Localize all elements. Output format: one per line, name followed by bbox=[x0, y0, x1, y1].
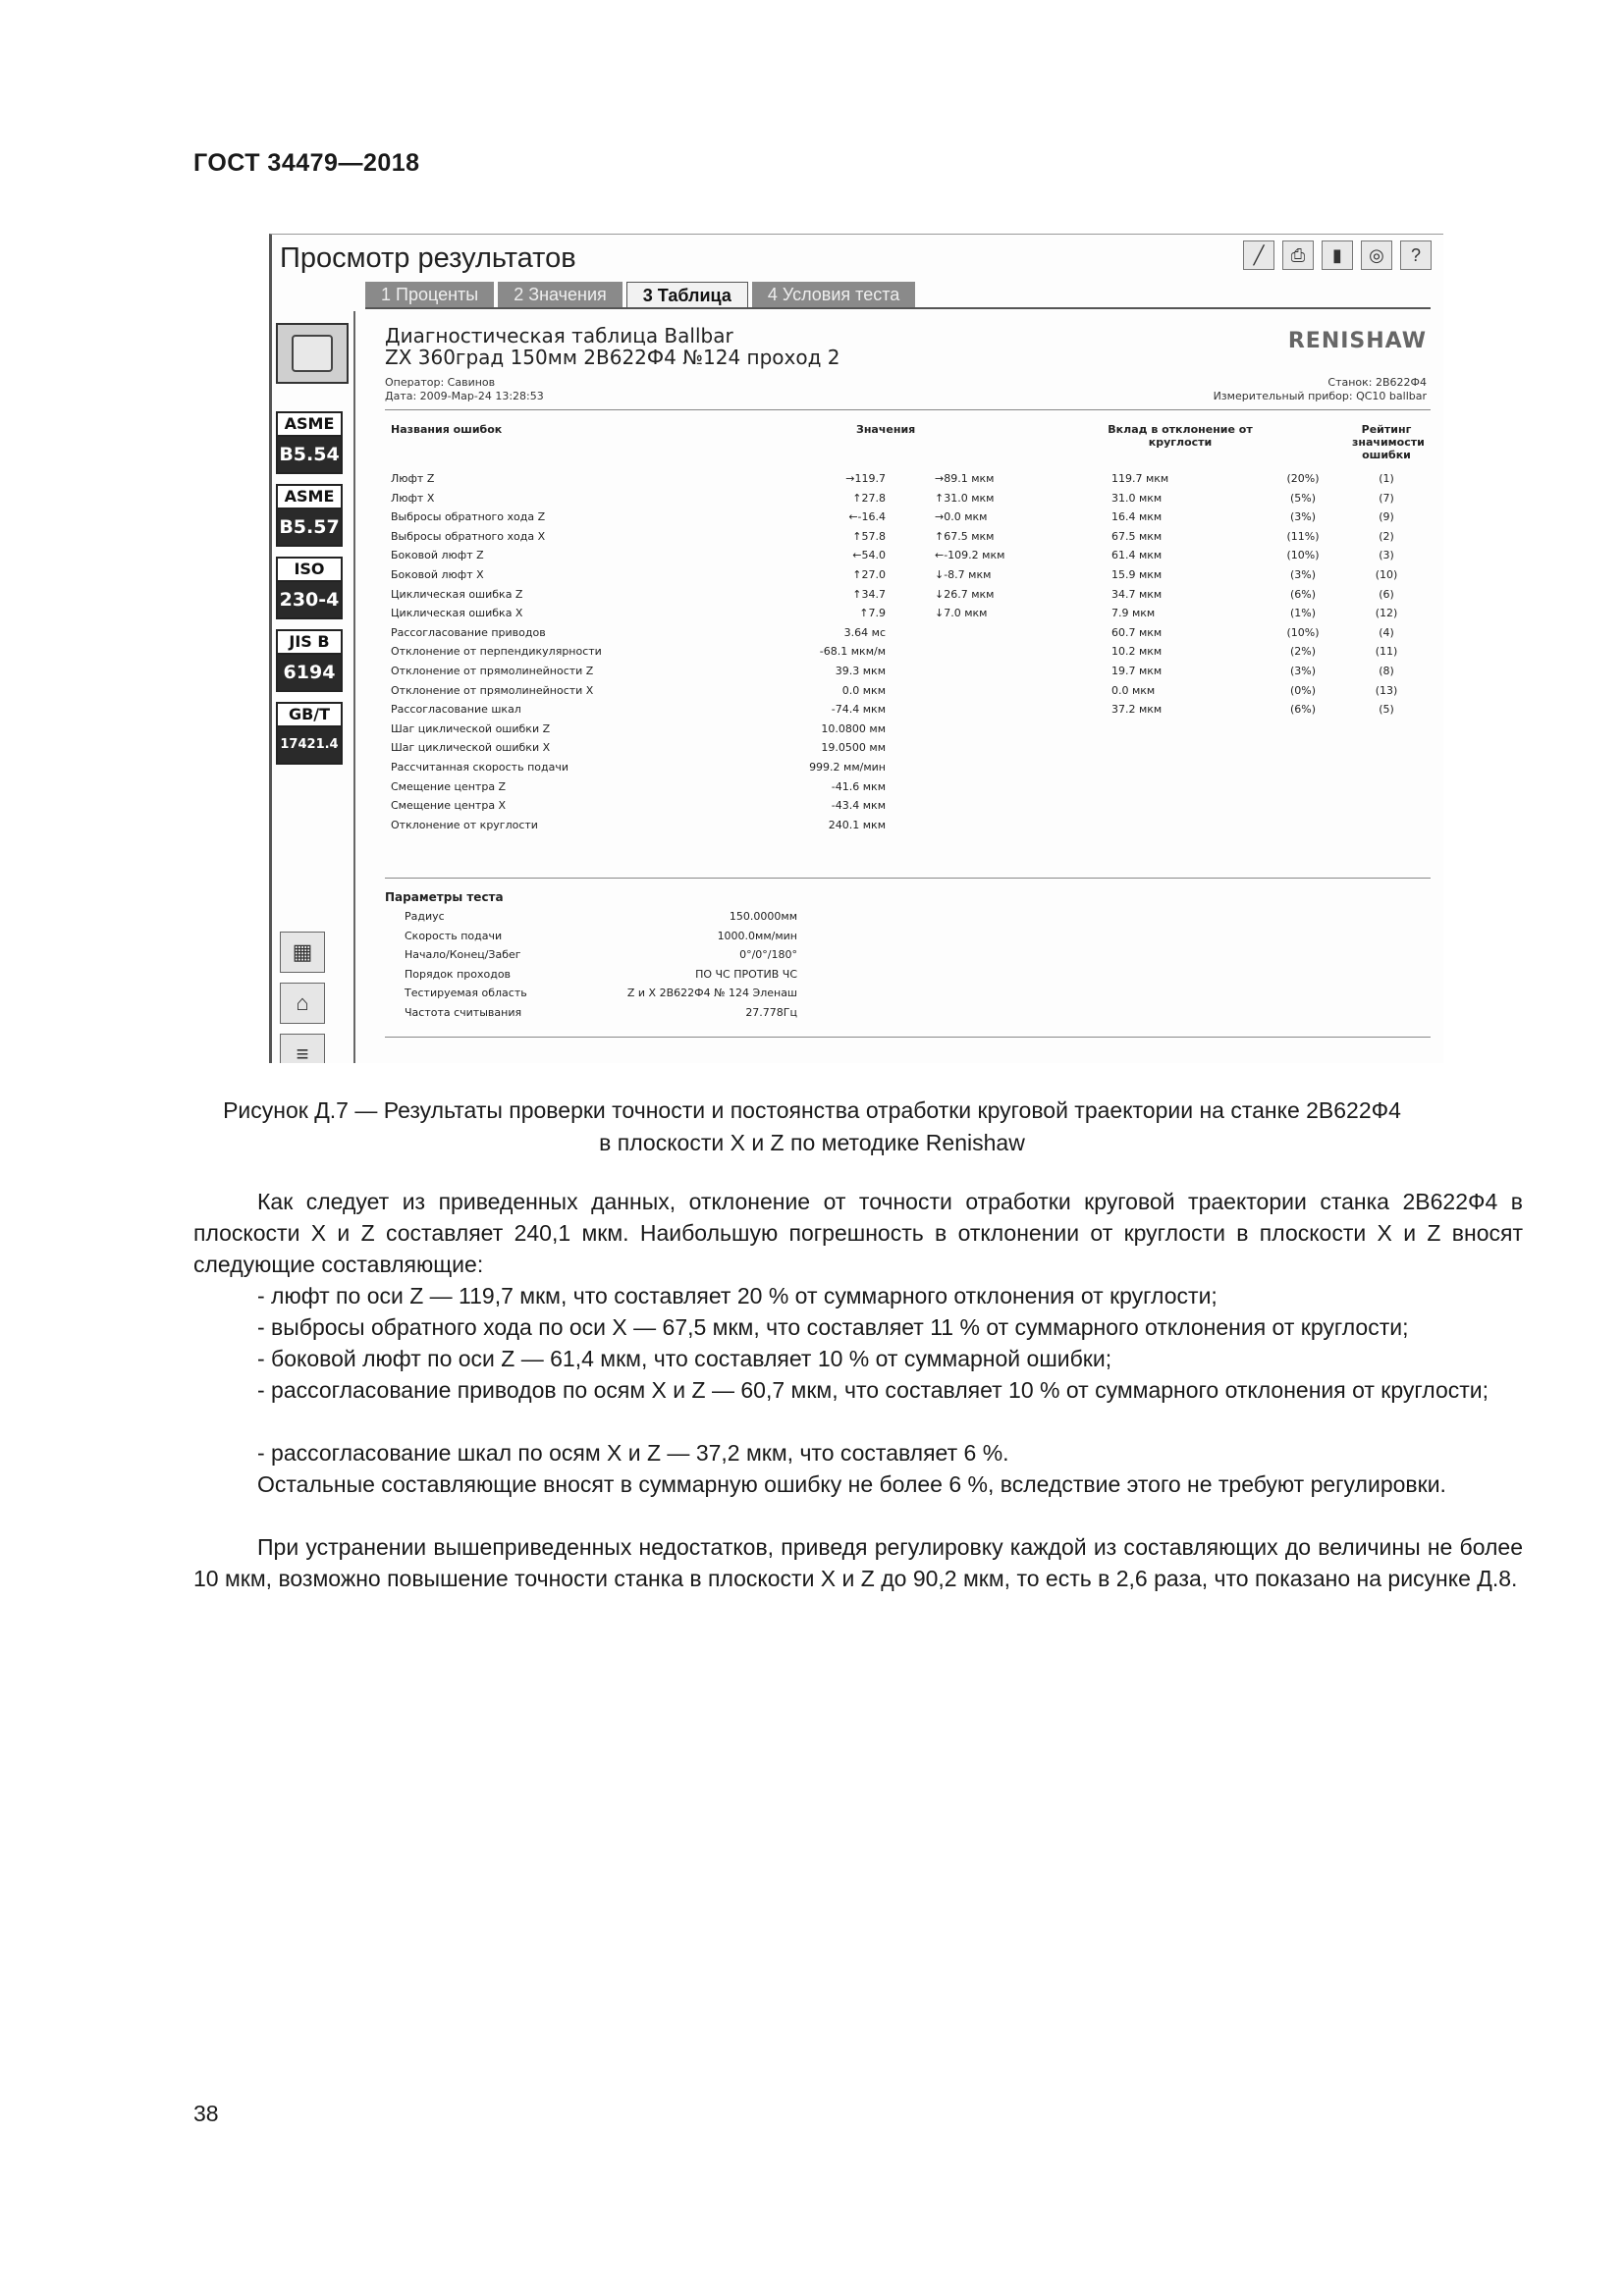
results-screenshot bbox=[269, 234, 1443, 1063]
sidebar-divider bbox=[353, 311, 355, 1063]
separator bbox=[385, 1037, 1431, 1038]
param-label: Скорость подачи bbox=[405, 929, 503, 942]
report-content bbox=[385, 324, 1431, 1019]
table-row bbox=[385, 741, 1431, 760]
param-row bbox=[385, 948, 797, 967]
param-value: 150.0000мм bbox=[729, 910, 797, 923]
param-value: ПО ЧС ПРОТИВ ЧС bbox=[695, 967, 797, 981]
contribution-percent: (3%) bbox=[1289, 510, 1317, 524]
table-row bbox=[385, 761, 1431, 779]
error-name: Люфт Z bbox=[391, 472, 435, 485]
param-value: 27.778Гц bbox=[745, 1006, 797, 1019]
value-1: ←-16.4 bbox=[848, 510, 886, 524]
rank: (5) bbox=[1379, 703, 1394, 717]
value-1: 3.64 мс bbox=[843, 625, 886, 639]
param-row bbox=[385, 968, 797, 987]
trash-icon[interactable]: ≡ bbox=[280, 1034, 325, 1063]
rank: (4) bbox=[1379, 625, 1394, 639]
rank: (1) bbox=[1379, 472, 1394, 485]
contribution-percent: (0%) bbox=[1289, 683, 1317, 697]
table-row bbox=[385, 780, 1431, 799]
document-header: ГОСТ 34479—2018 bbox=[193, 149, 420, 177]
page-number: 38 bbox=[193, 2101, 219, 2126]
value-1: ↑27.8 bbox=[852, 491, 886, 505]
tab-bar bbox=[365, 282, 915, 308]
chart-scale-icon[interactable]: ╱ bbox=[1243, 240, 1274, 270]
param-value: Z и X 2В622Ф4 № 124 Эленаш bbox=[626, 987, 797, 1000]
error-name: Шаг циклической ошибки Z bbox=[391, 721, 551, 735]
error-name: Отклонение от перпендикулярности bbox=[391, 645, 602, 659]
separator bbox=[385, 409, 1431, 410]
machine: Станок: 2В622Ф4 bbox=[1327, 376, 1427, 389]
window-title: Просмотр результатов bbox=[280, 242, 576, 274]
list-item: - выбросы обратного хода по оси X — 67,5 мкм, что составляет 11 % от суммарного отклонения от круглости; bbox=[257, 1314, 1409, 1340]
value-2: ↓26.7 мкм bbox=[935, 587, 995, 601]
contribution: 15.9 мкм bbox=[1111, 568, 1163, 581]
col-header-contribution: Вклад в отклонение от круглости bbox=[1108, 423, 1253, 449]
separator bbox=[385, 878, 1431, 879]
value-1: -41.6 мкм bbox=[831, 779, 886, 793]
contribution: 61.4 мкм bbox=[1111, 549, 1163, 562]
contribution-percent: (5%) bbox=[1289, 491, 1317, 505]
contribution-percent: (11%) bbox=[1286, 529, 1320, 543]
value-2: ↓7.0 мкм bbox=[935, 607, 988, 620]
error-name: Циклическая ошибка Z bbox=[391, 587, 523, 601]
table-row bbox=[385, 472, 1431, 491]
gbt-17421-4-button[interactable]: GB/T 17421.4 bbox=[276, 702, 343, 765]
list-item: - люфт по оси Z — 119,7 мкм, что составляет 20 % от суммарного отклонения от круглости; bbox=[257, 1283, 1218, 1308]
value-1: -68.1 мкм/м bbox=[819, 645, 886, 659]
table-row bbox=[385, 626, 1431, 645]
contribution: 60.7 мкм bbox=[1111, 625, 1163, 639]
value-1: ↑34.7 bbox=[852, 587, 886, 601]
rank: (6) bbox=[1379, 587, 1394, 601]
rank: (13) bbox=[1375, 683, 1398, 697]
clipboard-icon[interactable]: ▮ bbox=[1322, 240, 1353, 270]
contribution: 67.5 мкм bbox=[1111, 529, 1163, 543]
params-title: Параметры теста bbox=[385, 890, 504, 904]
diagnostics-icon[interactable] bbox=[276, 323, 349, 384]
value-2: ↑67.5 мкм bbox=[935, 529, 995, 543]
home-icon[interactable]: ⌂ bbox=[280, 983, 325, 1024]
tab-divider bbox=[365, 307, 1431, 309]
table-row bbox=[385, 530, 1431, 549]
contribution: 16.4 мкм bbox=[1111, 510, 1163, 524]
table-row bbox=[385, 549, 1431, 567]
list-item: - рассогласование приводов по осям X и Z — 60,7 мкм, что составляет 10 % от суммарного отклонения от круглости; bbox=[257, 1377, 1489, 1403]
test-date: Дата: 2009-Мар-24 13:28:53 bbox=[385, 390, 544, 402]
tab-test-conditions[interactable]: 4 Условия теста bbox=[752, 282, 915, 307]
error-name: Циклическая ошибка X bbox=[391, 607, 523, 620]
standards-sidebar bbox=[272, 313, 352, 1063]
table-row bbox=[385, 510, 1431, 529]
contribution-percent: (6%) bbox=[1289, 703, 1317, 717]
table-row bbox=[385, 799, 1431, 818]
col-header-name: Названия ошибок bbox=[391, 423, 503, 436]
contribution: 19.7 мкм bbox=[1111, 665, 1163, 677]
table-row bbox=[385, 703, 1431, 721]
instrument: Измерительный прибор: QC10 ballbar bbox=[1213, 390, 1427, 402]
error-name: Шаг циклической ошибки X bbox=[391, 741, 551, 755]
contribution-percent: (20%) bbox=[1286, 472, 1320, 485]
value-1: 10.0800 мм bbox=[821, 721, 886, 735]
renishaw-logo: RENISHAW bbox=[1287, 329, 1427, 353]
print-icon[interactable]: ⎙ bbox=[1282, 240, 1314, 270]
param-label: Радиус bbox=[405, 910, 445, 923]
contribution: 31.0 мкм bbox=[1111, 491, 1163, 505]
col-header-rating: Рейтинг значимости ошибки bbox=[1352, 423, 1425, 461]
tab-values[interactable]: 2 Значения bbox=[498, 282, 623, 307]
error-name: Отклонение от прямолинейности Z bbox=[391, 665, 594, 677]
value-2: →89.1 мкм bbox=[935, 472, 995, 485]
contribution-percent: (3%) bbox=[1289, 665, 1317, 677]
error-name: Отклонение от круглости bbox=[391, 818, 538, 831]
table-row bbox=[385, 684, 1431, 703]
value-1: 0.0 мкм bbox=[841, 683, 886, 697]
tab-table[interactable]: 3 Таблица bbox=[626, 282, 748, 308]
contribution: 7.9 мкм bbox=[1111, 607, 1156, 620]
help-icon[interactable]: ? bbox=[1400, 240, 1432, 270]
jis-b6194-button[interactable]: JIS B 6194 bbox=[276, 629, 343, 692]
param-row bbox=[385, 930, 797, 948]
grid-view-icon[interactable]: ▦ bbox=[280, 932, 325, 973]
value-1: -43.4 мкм bbox=[831, 799, 886, 813]
report-meta-left bbox=[385, 376, 544, 403]
error-name: Люфт X bbox=[391, 491, 435, 505]
contribution-percent: (3%) bbox=[1289, 568, 1317, 581]
asme-b557-button[interactable]: ASME B5.57 bbox=[276, 484, 343, 547]
param-value: 1000.0мм/мин bbox=[717, 929, 797, 942]
contribution-percent: (2%) bbox=[1289, 645, 1317, 659]
error-name: Рассогласование приводов bbox=[391, 625, 546, 639]
param-label: Начало/Конец/Забег bbox=[405, 948, 521, 962]
value-2: ↑31.0 мкм bbox=[935, 491, 995, 505]
table-row bbox=[385, 722, 1431, 741]
list-item: - рассогласование шкал по осям X и Z — 37,2 мкм, что составляет 6 %. bbox=[257, 1440, 1009, 1466]
param-row bbox=[385, 987, 797, 1005]
rank: (11) bbox=[1375, 645, 1398, 659]
param-label: Частота считывания bbox=[405, 1006, 522, 1019]
error-name: Боковой люфт X bbox=[391, 568, 484, 581]
tab-percent[interactable]: 1 Проценты bbox=[365, 282, 494, 307]
paragraph-1: Как следует из приведенных данных, отклонение от точности отработки круговой траектории станка 2В622Ф4 в плоскости X и Z составляет 240,1 мкм. Наибольшую погрешность в отклонении от круглости в плоскости X и Z вносят следующие составляющие: bbox=[193, 1189, 1523, 1277]
rank: (3) bbox=[1379, 549, 1394, 562]
param-label: Тестируемая область bbox=[405, 987, 527, 1000]
value-2: ↓-8.7 мкм bbox=[935, 568, 992, 581]
paragraph-3: При устранении вышеприведенных недостатков, приведя регулировку каждой из составляющих до величины не более 10 мкм, возможно повышение точности станка в плоскости X и Z до 90,2 мкм, то есть в 2,6 раза, что показано на рисунке Д.8. bbox=[193, 1534, 1523, 1591]
rank: (2) bbox=[1379, 529, 1394, 543]
table-row bbox=[385, 607, 1431, 625]
caption-line2: в плоскости X и Z по методике Renishaw bbox=[599, 1130, 1025, 1155]
value-1: ↑27.0 bbox=[852, 568, 886, 581]
contribution: 10.2 мкм bbox=[1111, 645, 1163, 659]
value-1: ↑7.9 bbox=[859, 607, 886, 620]
iso-230-4-button[interactable]: ISO 230-4 bbox=[276, 557, 343, 619]
report-title-line2: ZX 360град 150мм 2В622Ф4 №124 проход 2 bbox=[385, 346, 840, 369]
value-1: 240.1 мкм bbox=[828, 818, 886, 831]
error-name: Отклонение от прямолинейности X bbox=[391, 683, 594, 697]
param-label: Порядок проходов bbox=[405, 967, 512, 981]
contribution: 119.7 мкм bbox=[1111, 472, 1169, 485]
param-value: 0°/0°/180° bbox=[739, 948, 797, 962]
list-item: - боковой люфт по оси Z — 61,4 мкм, что составляет 10 % от суммарной ошибки; bbox=[257, 1346, 1112, 1371]
error-name: Боковой люфт Z bbox=[391, 549, 484, 562]
contribution: 37.2 мкм bbox=[1111, 703, 1163, 717]
table-row bbox=[385, 645, 1431, 664]
error-name: Смещение центра Z bbox=[391, 779, 507, 793]
toolbar bbox=[1243, 240, 1432, 270]
value-2: ←-109.2 мкм bbox=[935, 549, 1005, 562]
table-row bbox=[385, 588, 1431, 607]
value-1: 39.3 мкм bbox=[835, 665, 886, 677]
paragraph-2: Остальные составляющие вносят в суммарную ошибку не более 6 %, вследствие этого не требуют регулировки. bbox=[257, 1471, 1446, 1497]
value-1: -74.4 мкм bbox=[831, 703, 886, 717]
param-row bbox=[385, 910, 797, 929]
error-name: Выбросы обратного хода X bbox=[391, 529, 546, 543]
error-name: Смещение центра X bbox=[391, 799, 507, 813]
contribution-percent: (1%) bbox=[1289, 607, 1317, 620]
error-name: Рассогласование шкал bbox=[391, 703, 521, 717]
report-meta-right bbox=[1214, 376, 1427, 403]
table-row bbox=[385, 819, 1431, 837]
table-row bbox=[385, 492, 1431, 510]
rank: (9) bbox=[1379, 510, 1394, 524]
contribution-percent: (10%) bbox=[1286, 625, 1320, 639]
table-row bbox=[385, 568, 1431, 587]
rank: (8) bbox=[1379, 665, 1394, 677]
value-1: 999.2 мм/мин bbox=[809, 761, 886, 774]
contribution-percent: (6%) bbox=[1289, 587, 1317, 601]
globe-icon[interactable]: ◎ bbox=[1361, 240, 1392, 270]
contribution: 0.0 мкм bbox=[1111, 683, 1156, 697]
error-name: Рассчитанная скорость подачи bbox=[391, 761, 568, 774]
table-row bbox=[385, 665, 1431, 683]
error-name: Выбросы обратного хода Z bbox=[391, 510, 546, 524]
value-1: ←54.0 bbox=[852, 549, 886, 562]
param-row bbox=[385, 1006, 797, 1025]
figure-caption bbox=[147, 1095, 1477, 1159]
value-1: →119.7 bbox=[845, 472, 886, 485]
contribution: 34.7 мкм bbox=[1111, 587, 1163, 601]
rank: (12) bbox=[1375, 607, 1398, 620]
contribution-percent: (10%) bbox=[1286, 549, 1320, 562]
rank: (10) bbox=[1375, 568, 1398, 581]
value-2: →0.0 мкм bbox=[935, 510, 988, 524]
col-header-values: Значения bbox=[856, 423, 916, 436]
caption-line1: Рисунок Д.7 — Результаты проверки точности и постоянства отработки круговой траектории на станке 2В622Ф4 bbox=[223, 1097, 1401, 1123]
value-1: ↑57.8 bbox=[852, 529, 886, 543]
operator: Оператор: Савинов bbox=[385, 376, 496, 389]
value-1: 19.0500 мм bbox=[821, 741, 886, 755]
rank: (7) bbox=[1379, 491, 1394, 505]
report-title-line1: Диагностическая таблица Ballbar bbox=[385, 324, 733, 347]
asme-b554-button[interactable]: ASME B5.54 bbox=[276, 411, 343, 474]
